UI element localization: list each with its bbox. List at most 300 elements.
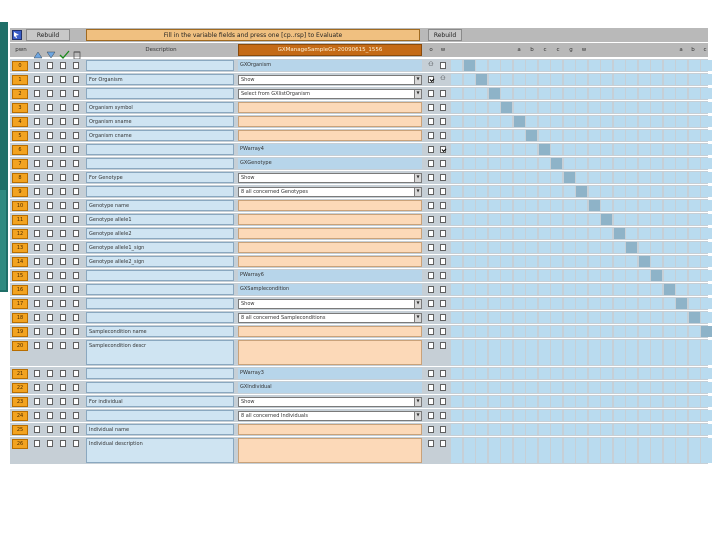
row-id-label[interactable]: 0 (12, 61, 28, 71)
row-value-input[interactable] (238, 228, 422, 239)
row-checkbox[interactable] (34, 174, 40, 181)
row-checkbox[interactable] (60, 258, 66, 265)
row-checkbox[interactable] (47, 328, 53, 335)
row-checkbox[interactable] (60, 342, 66, 349)
row-id-label[interactable]: 5 (12, 131, 28, 141)
row-checkbox[interactable] (34, 412, 40, 419)
row-checkbox[interactable] (73, 76, 79, 83)
row-checkbox[interactable] (73, 174, 79, 181)
matrix-cell (614, 88, 625, 99)
row-checkbox[interactable] (47, 440, 53, 447)
row-checkbox[interactable] (34, 230, 40, 237)
row-checkbox[interactable] (428, 258, 434, 265)
matrix-cell (451, 396, 462, 407)
matrix-cell (614, 116, 625, 127)
chevron-down-icon[interactable]: ▼ (414, 76, 421, 84)
matrix-cell (564, 256, 575, 267)
row-checkbox[interactable] (34, 244, 40, 251)
matrix-cell (664, 102, 675, 113)
row-checkbox[interactable] (47, 258, 53, 265)
row-select[interactable] (238, 313, 422, 323)
row-checkbox[interactable] (73, 258, 79, 265)
row-checkbox[interactable] (47, 398, 53, 405)
row-checkbox[interactable] (60, 286, 66, 293)
row-checkbox[interactable] (47, 188, 53, 195)
row-checkbox[interactable] (47, 104, 53, 111)
row-checkbox[interactable] (440, 104, 446, 111)
matrix-cell (464, 326, 475, 337)
row-checkbox[interactable] (47, 370, 53, 377)
row-checkbox[interactable] (60, 244, 66, 251)
rebuild-button-right[interactable]: Rebuild (428, 29, 462, 41)
chevron-down-icon[interactable]: ▼ (414, 188, 421, 196)
row-checkbox[interactable] (440, 230, 446, 237)
matrix-cell (514, 200, 525, 211)
row-checkbox[interactable] (60, 230, 66, 237)
row-id-label[interactable]: 22 (12, 383, 28, 393)
matrix-cell (626, 270, 637, 281)
matrix-cell (614, 242, 625, 253)
row-value-input[interactable] (238, 340, 422, 365)
matrix-cell (601, 242, 612, 253)
tree-icon[interactable]: ⚇ (428, 61, 434, 68)
matrix-cell (701, 284, 712, 295)
row-description (86, 298, 234, 309)
matrix-cell (601, 60, 612, 71)
matrix-cell (551, 130, 562, 141)
row-checkbox[interactable] (73, 272, 79, 279)
row-checkbox[interactable] (47, 426, 53, 433)
pointer-icon[interactable] (12, 30, 22, 40)
matrix-cell (564, 368, 575, 379)
row-checkbox[interactable] (428, 146, 434, 153)
row-id-label[interactable]: 19 (12, 327, 28, 337)
row-id-label[interactable]: 17 (12, 299, 28, 309)
row-checkbox[interactable] (428, 230, 434, 237)
matrix-cell (626, 312, 637, 323)
row-checkbox[interactable] (73, 230, 79, 237)
matrix-cell (651, 60, 662, 71)
row-checkbox[interactable] (428, 342, 434, 349)
row-checkbox[interactable] (73, 412, 79, 419)
row-id-label[interactable]: 24 (12, 411, 28, 421)
matrix-cell (564, 270, 575, 281)
matrix-cell (701, 88, 712, 99)
row-checkbox[interactable] (34, 300, 40, 307)
row-checkbox[interactable] (428, 440, 434, 447)
row-checkbox[interactable] (73, 62, 79, 69)
row-select[interactable] (238, 299, 422, 309)
row-checkbox[interactable] (34, 104, 40, 111)
row-id-label[interactable]: 15 (12, 271, 28, 281)
row-checkbox[interactable] (47, 300, 53, 307)
row-checkbox[interactable] (428, 426, 434, 433)
row-checkbox[interactable] (428, 216, 434, 223)
grid-col-header: b (530, 47, 534, 53)
row-checkbox[interactable] (73, 244, 79, 251)
row-checkbox[interactable] (73, 202, 79, 209)
row-checkbox[interactable] (60, 412, 66, 419)
row-checkbox[interactable] (34, 76, 40, 83)
row-checkbox[interactable] (47, 160, 53, 167)
matrix-cell (501, 270, 512, 281)
matrix-cell (589, 382, 600, 393)
matrix-cell (551, 438, 562, 463)
row-checkbox[interactable] (47, 118, 53, 125)
row-id-label[interactable]: 25 (12, 425, 28, 435)
row-select[interactable] (238, 187, 422, 197)
row-checkbox[interactable] (60, 370, 66, 377)
matrix-cell (589, 270, 600, 281)
row-id-label[interactable]: 10 (12, 201, 28, 211)
row-checkbox[interactable] (60, 174, 66, 181)
row-checkbox[interactable] (440, 328, 446, 335)
matrix-cell (464, 438, 475, 463)
row-checkbox[interactable] (60, 62, 66, 69)
matrix-cell (551, 172, 562, 183)
matrix-cell (451, 214, 462, 225)
row-checkbox[interactable] (440, 146, 446, 153)
matrix-cell (701, 382, 712, 393)
row-checkbox[interactable] (73, 314, 79, 321)
row-checkbox[interactable] (428, 384, 434, 391)
row-checkbox[interactable] (60, 314, 66, 321)
row-checkbox[interactable] (440, 286, 446, 293)
row-checkbox[interactable] (47, 202, 53, 209)
row-checkbox[interactable] (60, 188, 66, 195)
row-select[interactable] (238, 411, 422, 421)
row-checkbox[interactable] (440, 202, 446, 209)
row-checkbox[interactable] (440, 62, 446, 69)
row-checkbox[interactable] (47, 174, 53, 181)
matrix-cell (551, 214, 562, 225)
row-checkbox[interactable] (440, 342, 446, 349)
row-checkbox[interactable] (428, 160, 434, 167)
matrix-cell (639, 424, 650, 435)
row-checkbox[interactable] (440, 174, 446, 181)
row-checkbox[interactable] (34, 370, 40, 377)
row-checkbox[interactable] (73, 160, 79, 167)
row-checkbox[interactable] (440, 90, 446, 97)
row-checkbox[interactable] (440, 398, 446, 405)
row-checkbox[interactable] (34, 202, 40, 209)
row-checkbox[interactable] (428, 272, 434, 279)
row-checkbox[interactable] (34, 286, 40, 293)
row-checkbox[interactable] (47, 76, 53, 83)
row-checkbox[interactable] (47, 132, 53, 139)
row-id-label[interactable]: 14 (12, 257, 28, 267)
chevron-down-icon[interactable]: ▼ (414, 314, 421, 322)
row-value-input[interactable] (238, 214, 422, 225)
matrix-cell (651, 228, 662, 239)
matrix-cell (539, 424, 550, 435)
row-checkbox[interactable] (47, 244, 53, 251)
row-id-label[interactable]: 8 (12, 173, 28, 183)
row-checkbox[interactable] (47, 272, 53, 279)
row-checkbox[interactable] (440, 300, 446, 307)
row-checkbox[interactable] (60, 76, 66, 83)
row-checkbox[interactable] (34, 272, 40, 279)
row-checkbox[interactable] (440, 314, 446, 321)
matrix-cell (526, 200, 537, 211)
matrix-cell (576, 88, 587, 99)
matrix-cell (651, 88, 662, 99)
matrix-cell (564, 340, 575, 365)
matrix-cell (651, 438, 662, 463)
matrix-cell (476, 396, 487, 407)
matrix-cell (501, 312, 512, 323)
row-checkbox[interactable] (34, 216, 40, 223)
row-checkbox[interactable] (34, 146, 40, 153)
row-checkbox[interactable] (428, 398, 434, 405)
row-id-label[interactable]: 26 (12, 439, 28, 449)
row-checkbox[interactable] (47, 62, 53, 69)
row-checkbox[interactable] (34, 62, 40, 69)
row-checkbox[interactable] (60, 328, 66, 335)
row-checkbox[interactable] (440, 440, 446, 447)
row-checkbox[interactable] (428, 412, 434, 419)
row-id-label[interactable]: 16 (12, 285, 28, 295)
row-checkbox[interactable] (60, 426, 66, 433)
row-checkbox[interactable] (34, 426, 40, 433)
row-checkbox[interactable] (428, 314, 434, 321)
row-checkbox[interactable] (34, 118, 40, 125)
row-checkbox[interactable] (428, 286, 434, 293)
row-checkbox[interactable] (60, 146, 66, 153)
row-checkbox[interactable] (34, 440, 40, 447)
row-checkbox[interactable] (428, 328, 434, 335)
row-checkbox[interactable] (73, 216, 79, 223)
matrix-cell (626, 424, 637, 435)
row-value-input[interactable] (238, 242, 422, 253)
matrix-cell (676, 256, 687, 267)
matrix-cell (464, 298, 475, 309)
row-checkbox[interactable] (47, 384, 53, 391)
matrix-cell (601, 214, 612, 225)
row-select[interactable] (238, 89, 422, 99)
matrix-cell (589, 242, 600, 253)
chevron-down-icon[interactable]: ▼ (414, 412, 421, 420)
row-checkbox[interactable] (47, 412, 53, 419)
row-checkbox[interactable] (440, 370, 446, 377)
row-checkbox[interactable] (428, 76, 434, 83)
row-checkbox[interactable] (47, 342, 53, 349)
matrix-cell (701, 312, 712, 323)
row-id-label[interactable]: 11 (12, 215, 28, 225)
row-select[interactable] (238, 397, 422, 407)
row-checkbox[interactable] (440, 412, 446, 419)
matrix-cell (639, 326, 650, 337)
row-checkbox[interactable] (73, 104, 79, 111)
row-id-label[interactable]: 12 (12, 229, 28, 239)
row-select[interactable] (238, 173, 422, 183)
row-checkbox[interactable] (440, 244, 446, 251)
row-checkbox[interactable] (73, 188, 79, 195)
chevron-down-icon[interactable]: ▼ (414, 398, 421, 406)
row-checkbox[interactable] (428, 132, 434, 139)
row-checkbox[interactable] (47, 90, 53, 97)
matrix-cell (464, 214, 475, 225)
row-checkbox[interactable] (73, 118, 79, 125)
row-description (86, 284, 234, 295)
row-checkbox[interactable] (34, 90, 40, 97)
grid-col-header: c (543, 47, 547, 53)
matrix-cell (639, 102, 650, 113)
matrix-cell (601, 368, 612, 379)
row-id-label[interactable]: 2 (12, 89, 28, 99)
row-checkbox[interactable] (60, 202, 66, 209)
matrix-cell (514, 242, 525, 253)
matrix-cell (539, 172, 550, 183)
row-id-label[interactable]: 21 (12, 369, 28, 379)
row-checkbox[interactable] (60, 90, 66, 97)
row-checkbox[interactable] (73, 90, 79, 97)
matrix-cell (451, 102, 462, 113)
row-id-label[interactable]: 20 (12, 341, 28, 351)
matrix-cell (614, 130, 625, 141)
row-checkbox[interactable] (47, 286, 53, 293)
matrix-cell (651, 368, 662, 379)
row-checkbox[interactable] (60, 398, 66, 405)
matrix-cell (476, 102, 487, 113)
header-icons (32, 45, 84, 55)
row-checkbox[interactable] (73, 328, 79, 335)
row-id-label[interactable]: 3 (12, 103, 28, 113)
matrix-cell (564, 158, 575, 169)
matrix-cell (676, 158, 687, 169)
row-checkbox[interactable] (428, 370, 434, 377)
row-checkbox[interactable] (60, 272, 66, 279)
row-checkbox[interactable] (428, 244, 434, 251)
row-checkbox[interactable] (428, 188, 434, 195)
row-checkbox[interactable] (34, 328, 40, 335)
row-checkbox[interactable] (440, 118, 446, 125)
row-id-label[interactable]: 23 (12, 397, 28, 407)
row-checkbox[interactable] (428, 118, 434, 125)
row-checkbox[interactable] (47, 314, 53, 321)
row-value-input[interactable] (238, 438, 422, 463)
row-checkbox[interactable] (60, 440, 66, 447)
matrix-cell (564, 116, 575, 127)
row-checkbox[interactable] (60, 300, 66, 307)
row-checkbox[interactable] (47, 230, 53, 237)
row-checkbox[interactable] (440, 384, 446, 391)
tree-icon[interactable]: ⚇ (440, 75, 446, 82)
row-value-input[interactable] (238, 326, 422, 337)
row-checkbox[interactable] (34, 160, 40, 167)
chevron-down-icon[interactable]: ▼ (414, 174, 421, 182)
matrix-cell (589, 130, 600, 141)
row-id-label[interactable]: 4 (12, 117, 28, 127)
row-checkbox[interactable] (440, 272, 446, 279)
matrix-cell (501, 60, 512, 71)
row-checkbox[interactable] (34, 258, 40, 265)
row-checkbox[interactable] (34, 398, 40, 405)
row-checkbox[interactable] (60, 132, 66, 139)
row-checkbox[interactable] (73, 146, 79, 153)
matrix-cell (501, 410, 512, 421)
row-checkbox[interactable] (440, 160, 446, 167)
row-id-label[interactable]: 1 (12, 75, 28, 85)
matrix-cell (614, 298, 625, 309)
chevron-down-icon[interactable]: ▼ (414, 300, 421, 308)
matrix-cell (514, 298, 525, 309)
row-id-label[interactable]: 13 (12, 243, 28, 253)
row-checkbox[interactable] (428, 90, 434, 97)
row-checkbox[interactable] (73, 440, 79, 447)
matrix-cell (664, 270, 675, 281)
matrix-cell (664, 340, 675, 365)
row-value-input[interactable] (238, 102, 422, 113)
matrix-cell (476, 284, 487, 295)
row-checkbox[interactable] (73, 286, 79, 293)
matrix-cell (639, 200, 650, 211)
row-checkbox[interactable] (60, 216, 66, 223)
row-checkbox[interactable] (47, 146, 53, 153)
chevron-down-icon[interactable]: ▼ (414, 90, 421, 98)
row-checkbox[interactable] (73, 132, 79, 139)
rebuild-button-left[interactable]: Rebuild (26, 29, 70, 41)
row-id-label[interactable]: 9 (12, 187, 28, 197)
matrix-cell (476, 298, 487, 309)
row-checkbox[interactable] (73, 398, 79, 405)
row-checkbox[interactable] (440, 216, 446, 223)
row-checkbox[interactable] (34, 188, 40, 195)
row-value-input[interactable] (238, 200, 422, 211)
row-checkbox[interactable] (440, 258, 446, 265)
matrix-cell (501, 158, 512, 169)
row-checkbox[interactable] (440, 132, 446, 139)
row-id-label[interactable]: 7 (12, 159, 28, 169)
matrix-cell (601, 130, 612, 141)
row-checkbox[interactable] (60, 384, 66, 391)
row-checkbox[interactable] (73, 370, 79, 377)
row-checkbox[interactable] (428, 174, 434, 181)
row-checkbox[interactable] (73, 426, 79, 433)
row-checkbox[interactable] (428, 202, 434, 209)
matrix-cell (476, 214, 487, 225)
row-checkbox[interactable] (60, 118, 66, 125)
row-checkbox[interactable] (428, 104, 434, 111)
row-value-input[interactable] (238, 256, 422, 267)
row-checkbox[interactable] (47, 216, 53, 223)
row-checkbox[interactable] (73, 300, 79, 307)
matrix-cell (576, 186, 587, 197)
matrix-cell (589, 256, 600, 267)
row-checkbox[interactable] (34, 132, 40, 139)
matrix-cell (639, 256, 650, 267)
row-checkbox[interactable] (34, 314, 40, 321)
row-checkbox[interactable] (60, 104, 66, 111)
row-checkbox[interactable] (440, 426, 446, 433)
row-id-label[interactable]: 6 (12, 145, 28, 155)
row-checkbox[interactable] (73, 342, 79, 349)
matrix-cell (551, 284, 562, 295)
row-value-input[interactable] (238, 116, 422, 127)
row-id-label[interactable]: 18 (12, 313, 28, 323)
row-checkbox[interactable] (73, 384, 79, 391)
row-checkbox[interactable] (34, 342, 40, 349)
row-checkbox[interactable] (34, 384, 40, 391)
row-checkbox[interactable] (440, 188, 446, 195)
row-value-input[interactable] (238, 130, 422, 141)
matrix-cell (601, 116, 612, 127)
matrix-cell (514, 256, 525, 267)
row-select[interactable] (238, 75, 422, 85)
row-checkbox[interactable] (60, 160, 66, 167)
row-checkbox[interactable] (428, 300, 434, 307)
row-value-input[interactable] (238, 424, 422, 435)
